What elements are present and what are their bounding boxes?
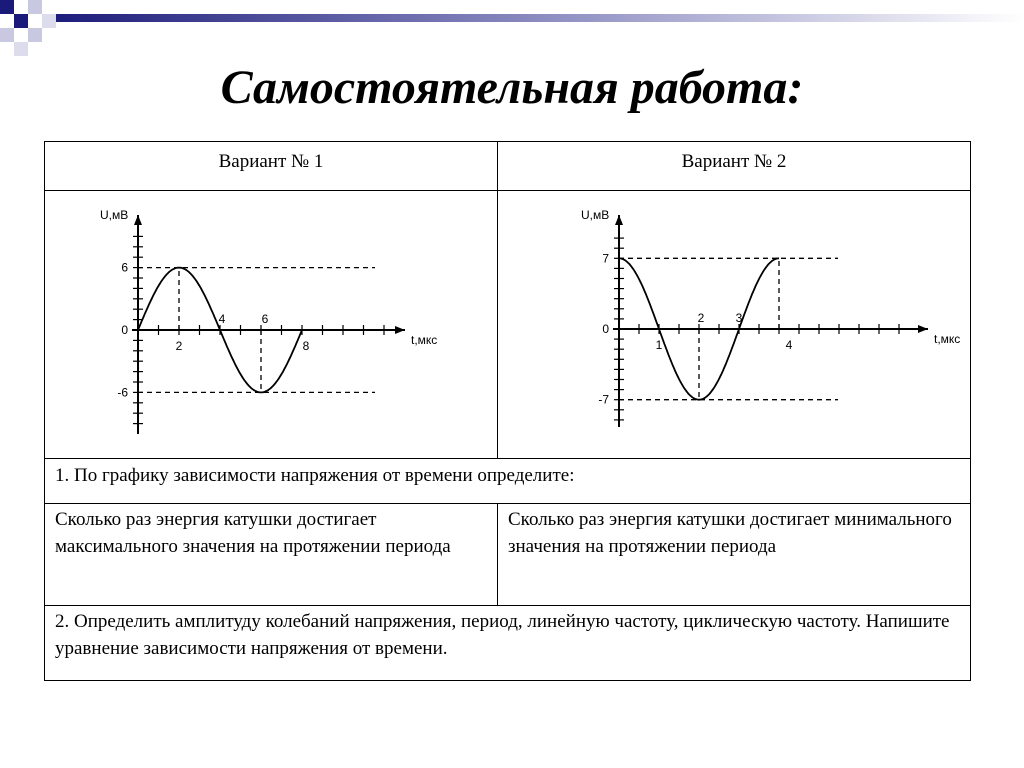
y-axis-label: U,мВ: [581, 208, 610, 222]
x-axis-label: t,мкс: [934, 332, 961, 346]
x-tick-label: 3: [735, 311, 743, 325]
chart-variant1: [45, 191, 497, 458]
header-decoration: [0, 0, 1024, 64]
y-axis-arrow: [615, 215, 623, 225]
task2-prompt: 2. Определить амплитуду колебаний напряжения, период, линейную частоту, циклическую частоту. Напишите уравнение зависимости напряжения от времени.: [55, 611, 950, 659]
y-tick-label: 0: [121, 323, 128, 337]
variant2-header: Вариант № 2: [681, 151, 787, 172]
y-tick-label: -7: [598, 392, 609, 407]
y-tick-label: 0: [602, 322, 609, 336]
x-tick-label: 1: [655, 338, 663, 352]
x-axis-label: t,мкс: [411, 333, 438, 347]
row-divider: [45, 503, 970, 504]
row-divider: [45, 605, 970, 606]
page-title: Самостоятельная работа:: [220, 61, 804, 114]
y-axis-arrow: [134, 215, 142, 225]
y-tick-label: 7: [602, 251, 609, 266]
task1-prompt: 1. По графику зависимости напряжения от времени определите:: [55, 465, 575, 486]
x-tick-label: 6: [261, 312, 269, 326]
variant1-header: Вариант № 1: [218, 151, 324, 172]
y-tick-label: 6: [121, 260, 128, 275]
x-axis-arrow: [918, 325, 928, 333]
x-axis-arrow: [395, 326, 405, 334]
row-divider: [45, 458, 970, 459]
y-axis-label: U,мВ: [100, 208, 129, 222]
worksheet-table: [44, 141, 971, 681]
x-tick-label: 4: [785, 338, 793, 352]
x-tick-label: 4: [218, 312, 226, 326]
chart-variant2: [498, 191, 970, 458]
variant1-question: Сколько раз энергия катушки достигает максимального значения на протяжении периода: [55, 509, 451, 557]
x-tick-label: 2: [175, 339, 183, 353]
x-tick-label: 8: [302, 339, 310, 353]
y-tick-label: -6: [117, 385, 128, 400]
variant2-question: Сколько раз энергия катушки достигает минимального значения на протяжении периода: [508, 509, 952, 557]
x-tick-label: 2: [697, 311, 705, 325]
